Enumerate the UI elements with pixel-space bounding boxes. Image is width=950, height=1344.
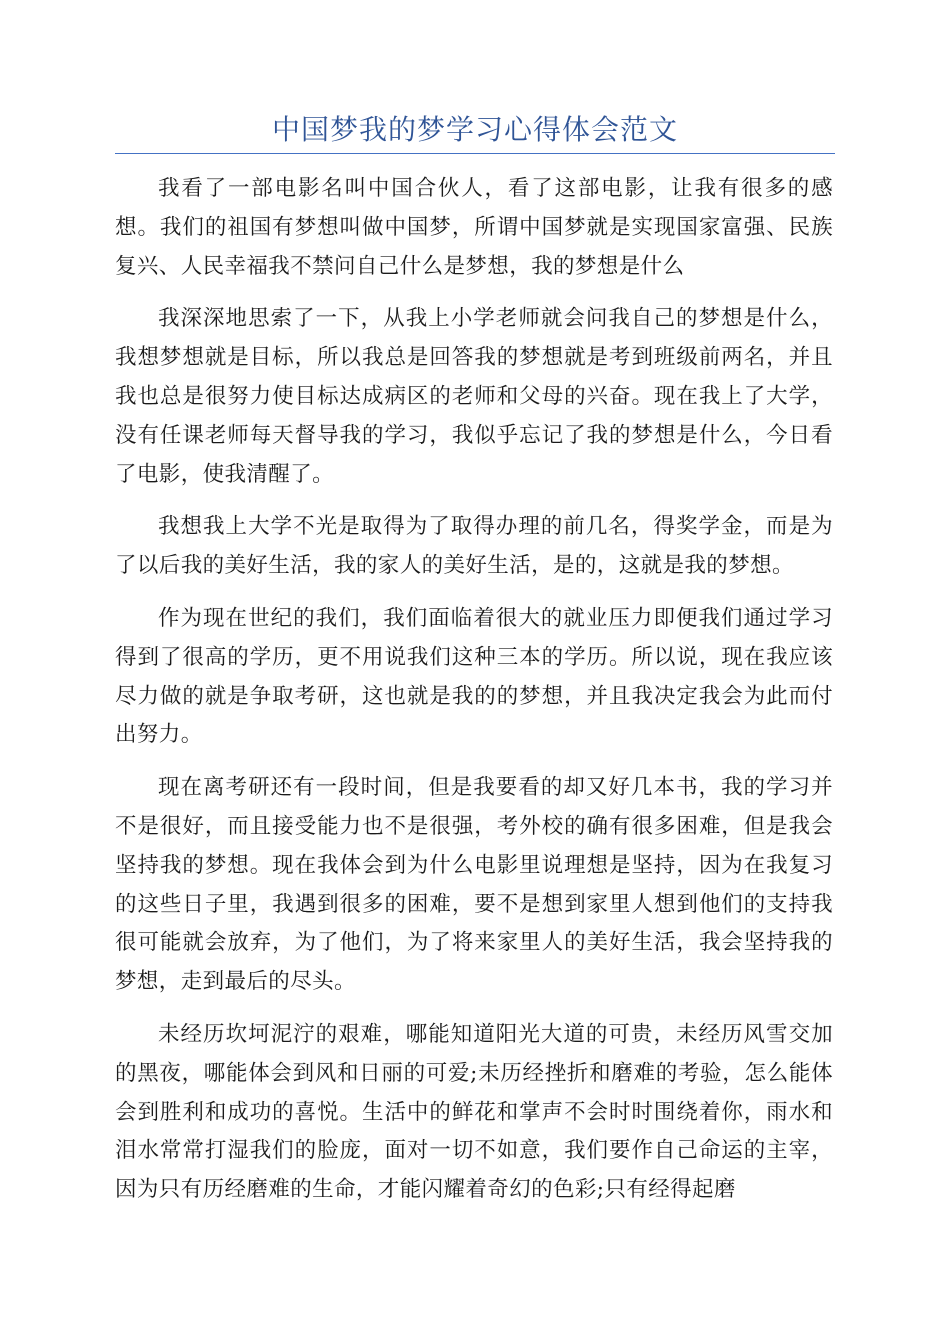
paragraph-3: 我想我上大学不光是取得为了取得办理的前几名，得奖学金，而是为了以后我的美好生活，我的家人的美好生活，是的，这就是我的梦想。 [115,514,833,579]
paragraph-1: 我看了一部电影名叫中国合伙人，看了这部电影，让我有很多的感想。我们的祖国有梦想叫做中国梦，所谓中国梦就是实现国家富强、民族复兴、人民幸福我不禁问自己什么是梦想，我的梦想是什么 [115,176,833,279]
paragraph-4: 作为现在世纪的我们，我们面临着很大的就业压力即便我们通过学习得到了很高的学历，更不用说我们这种三本的学历。所以说，现在我应该尽力做的就是争取考研，这也就是我的的梦想，并且我决定我会为此而付出努力。 [115,605,833,748]
document-body [115,170,833,1224]
page-title: 中国梦我的梦学习心得体会范文 [271,113,678,146]
paragraph-5: 现在离考研还有一段时间，但是我要看的却又好几本书，我的学习并不是很好，而且接受能力也不是很强，考外校的确有很多困难，但是我会坚持我的梦想。现在我体会到为什么电影里说理想是坚持，因为在我复习的这些日子里，我遇到很多的困难，要不是想到家里人想到他们的支持我很可能就会放弃，为了他们，为了将来家里人的美好生活，我会坚持我的梦想，走到最后的尽头。 [115,775,833,995]
paragraph-6: 未经历坎坷泥泞的艰难，哪能知道阳光大道的可贵，未经历风雪交加的黑夜，哪能体会到风和日丽的可爱;未历经挫折和磨难的考验，怎么能体会到胜利和成功的喜悦。生活中的鲜花和掌声不会时时围绕着你，雨水和泪水常常打湿我们的脸庞，面对一切不如意，我们要作自己命运的主宰，因为只有历经磨难的生命，才能闪耀着奇幻的色彩;只有经得起磨 [115,1021,833,1203]
title-underline [115,153,835,154]
paragraph-2: 我深深地思索了一下，从我上小学老师就会问我自己的梦想是什么，我想梦想就是目标，所以我总是回答我的梦想就是考到班级前两名，并且我也总是很努力使目标达成病区的老师和父母的兴奋。现在我上了大学，没有任课老师每天督导我的学习，我似乎忘记了我的梦想是什么，今日看了电影，使我清醒了。 [115,306,833,487]
